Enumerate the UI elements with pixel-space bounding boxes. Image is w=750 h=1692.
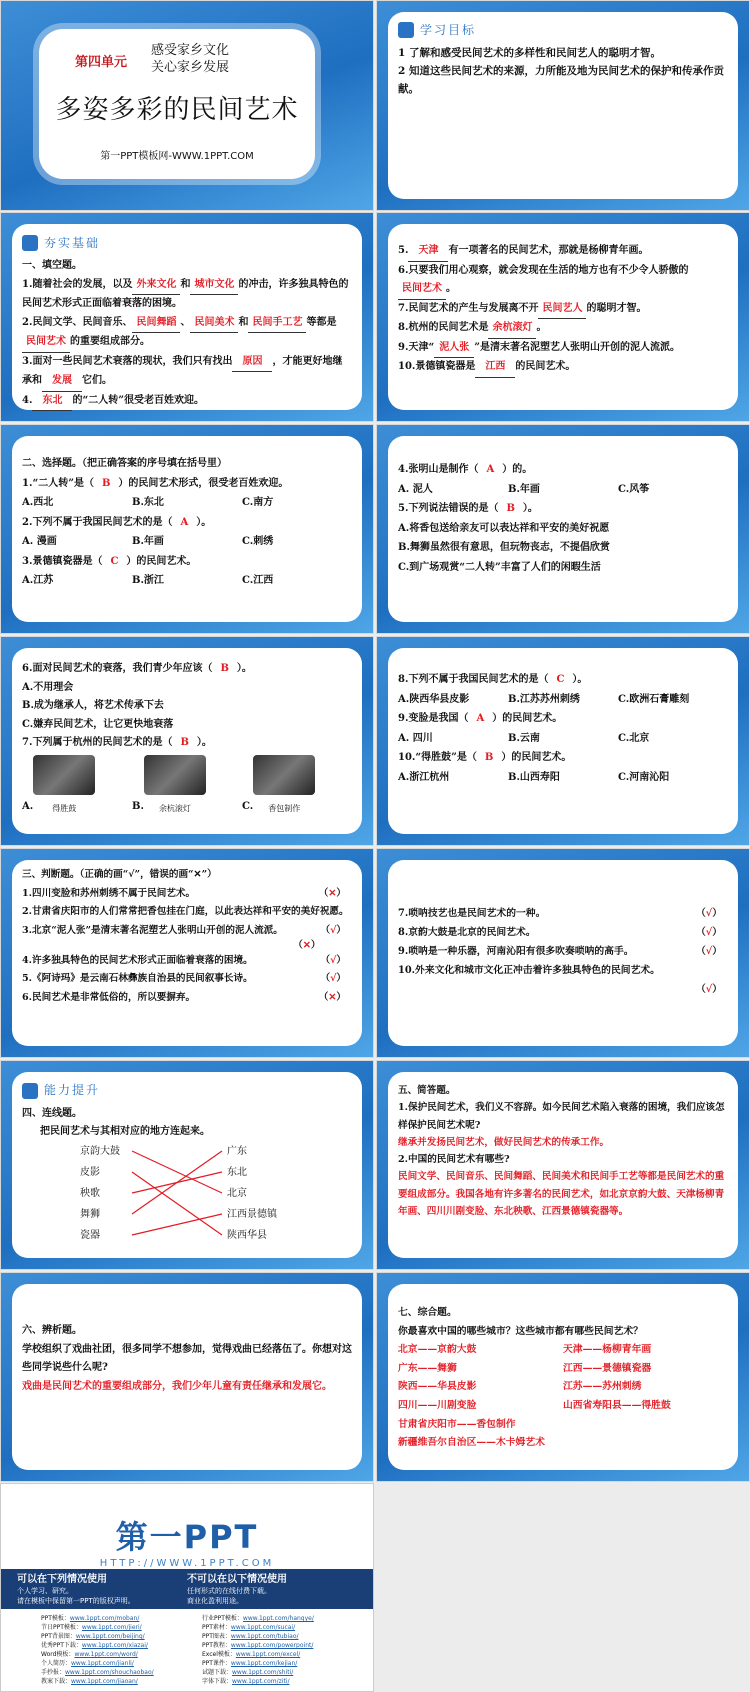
unit-label: 第四单元 [75,55,128,70]
section-title: 五、简答题。 [398,1085,456,1096]
match-right-item[interactable]: 广东 [227,1145,247,1157]
image-option-a[interactable]: A. 得胜鼓 [22,755,132,817]
question: 2.下列不属于我国民间艺术的是（ A ）。 [22,516,212,528]
image-option-b[interactable]: B. 余杭滚灯 [132,755,242,817]
resource-link[interactable]: PPT教程：www.1ppt.com/powerpoint/ [202,1642,314,1649]
resource-link[interactable]: Excel模板：www.1ppt.com/excel/ [202,1651,301,1658]
question: 9.变脸是我国（ A ）的民间艺术。 [398,713,563,724]
answer-row: 新疆维吾尔自治区——木卡姆艺术 [398,1437,545,1449]
option: C.嫌弃民间艺术，让它更快地衰落 [22,718,174,730]
question: 4. 东北 的“二人转”很受老百姓欢迎。 [22,392,352,412]
match-left-item[interactable]: 皮影 [80,1166,100,1178]
options: A.江苏 B.浙江 C.江西 [22,575,274,586]
slide-choice-3[interactable] [0,636,374,846]
match-line [132,1151,222,1214]
question: 1.随着社会的发展，以及 外来文化 和 城市文化 的冲击，许多独具特色的民间艺术形式正面临着衰落的困境。 [22,276,352,314]
cover-card [39,29,315,179]
resource-link[interactable]: 节日PPT模板：www.1ppt.com/jieri/ [41,1624,142,1631]
resource-link[interactable]: 手抄报：www.1ppt.com/shouchaobao/ [41,1669,154,1676]
section-title: 四、连线题。 [22,1107,82,1119]
section-title: 七、综合题。 [398,1307,457,1318]
judge-item: 1.四川变脸和苏州刺绣不属于民间艺术。 （✕） [22,887,346,899]
answer-row: 甘肃省庆阳市——香包制作 [398,1418,516,1430]
match-left-item[interactable]: 京韵大鼓 [80,1145,120,1157]
question: 8.杭州的民间艺术是 余杭滚灯 。 [398,319,728,339]
options: A. 漫画 B.年画 C.刺绣 [22,536,274,547]
slide-analysis[interactable] [0,1272,374,1482]
resource-link[interactable]: 字体下载：www.1ppt.com/ziti/ [202,1678,290,1685]
judge-item: 8.京韵大鼓是北京的民间艺术。 （√） [398,927,722,939]
option: B.舞狮虽然很有意思，但玩物丧志，不提倡欣赏 [398,542,610,553]
question: 8.下列不属于我国民间艺术的是（ C ）。 [398,674,588,685]
judge-item: 9.唢呐是一种乐器，河南沁阳有很多吹奏唢呐的高手。 （√） [398,946,722,958]
logo-block [1,1484,373,1569]
slide-matching[interactable]: 能力提升 四、连线题。 把民间艺术与其相对应的地方连起来。 京韵大鼓 皮影 秧歌 舞狮 瓷器 广东 东北 北京 江西景德镇 陕西华县 [0,1060,374,1270]
option: A.将香包送给亲友可以表达祥和平安的美好祝愿 [398,522,610,534]
slide-fill-2[interactable] [376,212,750,422]
resource-link[interactable]: Word模板：www.1ppt.com/word/ [41,1651,138,1658]
judge-item: 7.唢呐技艺也是民间艺术的一种。 （√） [398,908,722,919]
match-right-item[interactable]: 北京 [227,1187,247,1199]
resource-link[interactable]: 教案下载：www.1ppt.com/jiaoan/ [41,1678,138,1685]
options: A.西北 B.东北 C.南方 [22,497,274,508]
cover-title: 多姿多彩的民间艺术 [55,95,299,125]
slide-judge-1[interactable]: 三、判断题。（正确的画“√”，错误的画“✕”） 1.四川变脸和苏州刺绣不属于民间艺术。 （✕） 2.甘肃省庆阳市的人们常常把香包挂在门庭，以此表达祥和平安的美好祝愿。 （√） 3.北京“泥人张”是清末著名泥塑艺人张明山开创的泥人流派。 （✕） 4.许多独具特色的民间艺术形式正面临着衰落的困境。 （√） 5.《阿诗玛》是云南石林彝族自治县的民间叙事长诗。 （√） 6.民间艺术是非常低俗的，所以要摒弃。 （✕） [0,848,374,1058]
lantern-photo [144,755,206,795]
logo: 第一PPT [115,1518,259,1556]
judge-item: 2.甘肃省庆阳市的人们常常把香包挂在门庭，以此表达祥和平安的美好祝愿。 （√） [22,906,349,937]
options: A.陕西华县皮影 B.江苏苏州刺绣 C.欧洲石膏雕刻 [398,693,690,705]
question: 9.天津“ 泥人张 ”是清末著名泥塑艺人张明山开创的泥人流派。 [398,339,728,359]
resource-link[interactable]: PPT模板：www.1ppt.com/moban/ [41,1615,140,1622]
question: 7.下列属于杭州的民间艺术的是（ B ）。 [22,737,212,748]
section-title: 二、选择题。（把正确答案的序号填在括号里） [22,458,227,469]
slide-judge-2[interactable]: 7.唢呐技艺也是民间艺术的一种。 （√） 8.京韵大鼓是北京的民间艺术。 （√） 9.唢呐是一种乐器，河南沁阳有很多吹奏唢呐的高手。 （√） 10.外来文化和城市文化正冲击着许多独具特色的民间艺术。 （√） [376,848,750,1058]
slide-objectives[interactable] [376,0,750,211]
options: A. 泥人 B.年画 C.风筝 [398,483,650,495]
subtitle-1: 感受家乡文化 [151,43,230,58]
match-line [132,1151,222,1193]
option: B.成为继承人，将艺术传承下去 [22,700,164,711]
answer: 民间文学、民间音乐、民间舞蹈、民间美术和民间手工艺等都是民间艺术的重要组成部分。我国各地有许多著名的民间艺术，如北京京韵大鼓、天津杨柳青年画、四川川剧变脸、东北秧歌、江西景德镇瓷器等。 [398,1171,725,1217]
image-option-c[interactable]: C. 香包制作 [242,755,352,817]
left-column [80,1141,120,1246]
drum-photo [33,755,95,795]
match-left-item[interactable]: 秧歌 [80,1187,100,1199]
slide-comprehensive[interactable] [376,1272,750,1482]
question: 6.面对民间艺术的衰落，我们青少年应该（ B ）。 [22,663,252,674]
resource-link[interactable]: PPT图表：www.1ppt.com/tubiao/ [202,1633,299,1640]
slide-credits[interactable] [0,1483,374,1692]
answer: 戏曲是民间艺术的重要组成部分，我们少年儿童有责任继承和发展它。 [22,1380,332,1392]
answer-row: 四川——川剧变脸 山西省寿阳县——得胜鼓 [398,1400,671,1412]
section-title: 三、判断题。（正确的画“√”，错误的画“✕”） [22,869,217,880]
match-right-item[interactable]: 江西景德镇 [227,1208,277,1220]
instruction: 把民间艺术与其相对应的地方连起来。 [40,1125,210,1137]
answer-row: 陕西——华县皮影 江苏——苏州刺绣 [398,1381,642,1393]
right-column [227,1141,277,1246]
logo-url: HTTP://WWW.1PPT.COM [99,1558,275,1569]
match-line [132,1172,222,1235]
slide-fill-1[interactable]: 夯实基础 一、填空题。 1.随着社会的发展，以及 外来文化 和 城市文化 的冲击，许多独具特色的民间艺术形式正面临着衰落的困境。 2.民间文学、民间音乐、 民间舞蹈 、 民间美术 和 民间手工艺 等都是民间艺术 的重要组成部分。 3.面对一些民间艺术衰落的现状，我们只有找出 原因 ，才能更好地继承和 发展 它们。 4. 东北 的“二人转”很受老百姓欢迎。 [0,212,374,422]
section-header: 学习目标 [398,20,728,41]
image-options [22,755,352,817]
slide-cover[interactable] [0,0,374,211]
question: 5.下列说法错误的是（ B ）。 [398,503,538,514]
resource-link[interactable]: PPT课件：www.1ppt.com/kejian/ [202,1660,298,1667]
link-list [41,1614,363,1686]
question: 5. 天津 有一项著名的民间艺术，那就是杨柳青年画。 [398,242,728,262]
match-left-item[interactable]: 舞狮 [80,1208,100,1220]
subtitle-2: 关心家乡发展 [151,59,230,75]
header-square-icon [22,1083,38,1099]
question: 6.只要我们用心观察，就会发现在生活的地方也有不少令人骄傲的民间艺术 。 [398,262,728,300]
question: 2.中国的民间艺术有哪些? [398,1154,510,1166]
question: 10.“得胜鼓”是（ B ）的民间艺术。 [398,752,572,763]
header-square-icon [398,22,414,38]
question: 10.景德镇瓷器是 江西 的民间艺术。 [398,358,728,378]
slide-choice-1[interactable] [0,424,374,634]
match-right-item[interactable]: 东北 [227,1166,247,1178]
match-line [132,1214,222,1235]
answer-row: 广东——舞狮 江西——景德镇瓷器 [398,1362,652,1374]
answer-row: 北京——京韵大鼓 天津——杨柳青年画 [398,1344,652,1356]
option: A.不用理会 [22,681,74,693]
match-left-item[interactable]: 瓷器 [80,1229,100,1241]
judge-item: 6.民间艺术是非常低俗的，所以要摒弃。 （✕） [22,991,346,1003]
question: 4.张明山是制作（ A ）的。 [398,464,533,475]
section-title: 一、填空题。 [22,260,82,272]
slide-short-answer[interactable] [376,1060,750,1270]
judge-item: 10.外来文化和城市文化正冲击着许多独具特色的民间艺术。 [398,965,660,977]
question: 1.保护民间艺术，我们义不容辞。如今民间艺术陷入衰落的困境，我们应该怎样保护民间艺术呢? [398,1102,725,1131]
resource-link[interactable]: 行业PPT模板：www.1ppt.com/hangye/ [202,1615,314,1622]
resource-link[interactable]: PPT素材：www.1ppt.com/sucai/ [202,1624,296,1631]
site-label: 第一PPT模板网-WWW.1PPT.COM [100,151,254,162]
resource-link[interactable]: 试题下载：www.1ppt.com/shiti/ [202,1669,294,1676]
resource-link[interactable]: PPT背景图：www.1ppt.com/beijing/ [41,1633,145,1640]
question: 学校组织了戏曲社团，很多同学不想参加，觉得戏曲已经落伍了。你想对这些同学说些什么呢? [22,1343,352,1373]
sachet-photo [253,755,315,795]
section-title: 六、辨析题。 [22,1325,82,1336]
matching-area [22,1141,352,1251]
match-right-item[interactable]: 陕西华县 [227,1229,267,1241]
options: A.浙江杭州 B.山西寿阳 C.河南沁阳 [398,771,670,783]
resource-link[interactable]: 个人简历：www.1ppt.com/jianli/ [41,1660,134,1667]
judge-item: 3.北京“泥人张”是清末著名泥塑艺人张明山开创的泥人流派。 [22,925,283,937]
question: 1.“二人转”是（ B ）的民间艺术形式，很受老百姓欢迎。 [22,477,289,489]
resource-link[interactable]: 优秀PPT下载：www.1ppt.com/xiazai/ [41,1642,148,1649]
question: 2.民间文学、民间音乐、 民间舞蹈 、 民间美术 和 民间手工艺 等都是民间艺术 的重要组成部分。 [22,314,352,353]
question: 3.景德镇瓷器是（ C ）的民间艺术。 [22,555,197,567]
option: C.到广场观赏“二人转”丰富了人们的闲暇生活 [398,561,601,573]
answer: 继承并发扬民间艺术，做好民间艺术的传承工作。 [398,1136,610,1148]
question: 你最喜欢中国的哪些城市？这些城市都有哪些民间艺术？ [398,1325,643,1337]
slide-choice-2[interactable] [376,424,750,634]
question: 3.面对一些民间艺术衰落的现状，我们只有找出 原因 ，才能更好地继承和 发展 它们。 [22,353,352,392]
usage-banner: 可以在下列情况使用 个人学习、研究。 请在模板中保留第一PPT的版权声明。 不可以在以下情况使用 任何形式的在线付费下载。 商业化盈利用途。 [1,1569,373,1609]
objective-2: 2 知道这些民间艺术的来源，力所能及地为民间艺术的保护和传承作贡献。 [398,64,724,95]
options: A. 四川 B.云南 C.北京 [398,732,650,744]
objective-1: 1 了解和感受民间艺术的多样性和民间艺人的聪明才智。 [398,46,661,59]
slide-choice-4[interactable] [376,636,750,846]
header-square-icon [22,235,38,251]
judge-item: 4.许多独具特色的民间艺术形式正面临着衰落的困境。 （√） [22,954,346,966]
judge-item: 5.《阿诗玛》是云南石林彝族自治县的民间叙事长诗。 （√） [22,973,346,985]
match-lines [22,1141,352,1251]
question: 7.民间艺术的产生与发展离不开 民间艺人 的聪明才智。 [398,300,728,320]
